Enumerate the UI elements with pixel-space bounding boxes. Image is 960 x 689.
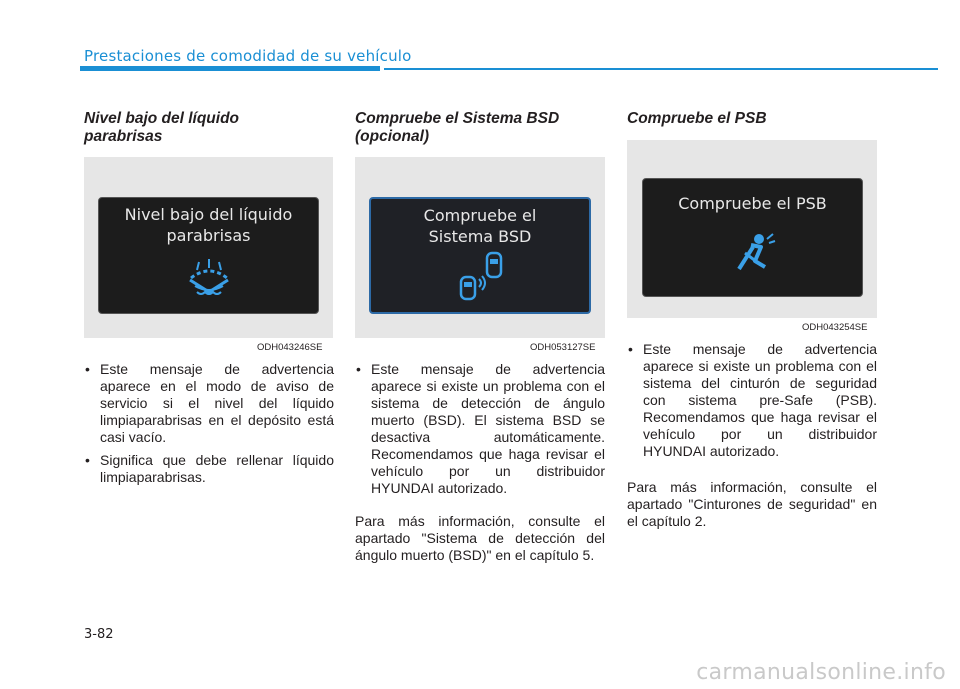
page-number: 3-82 <box>84 627 114 642</box>
figure-code: ODH043246SE <box>257 342 323 353</box>
header-rule-thick <box>80 66 380 71</box>
bullet-list-bsd <box>355 361 605 503</box>
screen-text-line-1: Nivel bajo del líquido <box>124 205 293 224</box>
column-bsd <box>355 110 605 146</box>
cluster-screen-bsd <box>369 197 591 314</box>
washer-fluid-low-icon <box>185 256 233 298</box>
bullet-list-psb <box>627 341 877 466</box>
figure-bsd <box>355 157 605 338</box>
figure-psb <box>627 140 877 318</box>
note-bsd: Para más información, consulte el apartado "Sistema de detección del ángulo muerto (BSD)" en el capítulo 5. <box>355 513 605 563</box>
figure-code: ODH043254SE <box>802 322 868 333</box>
screen-text-line-2: Sistema BSD <box>428 227 532 246</box>
screen-text-line-1: Compruebe el <box>423 206 537 225</box>
list-item: • Significa que debe rellenar líquido limpiaparabrisas. <box>84 452 334 486</box>
section-title: Prestaciones de comodidad de su vehículo <box>84 47 412 65</box>
heading-line-1: Compruebe el Sistema BSD <box>355 110 560 127</box>
blind-spot-detection-icon <box>455 251 511 303</box>
screen-text-line-1: Compruebe el PSB <box>678 194 827 213</box>
heading-line-2: parabrisas <box>84 128 163 145</box>
heading-psb: Compruebe el PSB <box>627 110 767 127</box>
figure-code: ODH053127SE <box>530 342 596 353</box>
seatbelt-pretensioner-icon <box>731 231 777 275</box>
bullet-list-washer <box>84 361 334 492</box>
heading-bsd <box>355 110 605 146</box>
heading-washer-fluid <box>84 110 334 146</box>
list-item: • Este mensaje de advertencia aparece si existe un problema con el sistema de detección de ángulo muerto (BSD). El sistema BSD se desactiva automáticamente. Recomendamos que haga revisar el vehículo por un distribuidor HYUNDAI autorizado. <box>355 361 605 497</box>
column-psb <box>627 110 877 128</box>
column-washer-fluid <box>84 110 334 146</box>
list-item: • Este mensaje de advertencia aparece si existe un problema con el sistema del cinturón de seguridad con sistema pre-Safe (PSB). Recomendamos que haga revisar el vehículo por un distribuidor HYUNDAI autorizado. <box>627 341 877 460</box>
watermark: carmanualsonline.info <box>696 660 946 685</box>
list-item: • Este mensaje de advertencia aparece en el modo de aviso de servicio si el nivel del líquido limpiaparabrisas en el depósito está casi vacío. <box>84 361 334 446</box>
heading-line-1: Nivel bajo del líquido <box>84 110 240 127</box>
cluster-screen-washer <box>98 197 319 314</box>
heading-line-2: (opcional) <box>355 128 430 145</box>
figure-washer-fluid <box>84 157 333 338</box>
cluster-screen-psb <box>642 178 863 297</box>
note-psb: Para más información, consulte el apartado "Cinturones de seguridad" en el capítulo 2. <box>627 479 877 529</box>
screen-text-line-2: parabrisas <box>166 226 251 245</box>
header-rule-thin <box>384 68 938 70</box>
